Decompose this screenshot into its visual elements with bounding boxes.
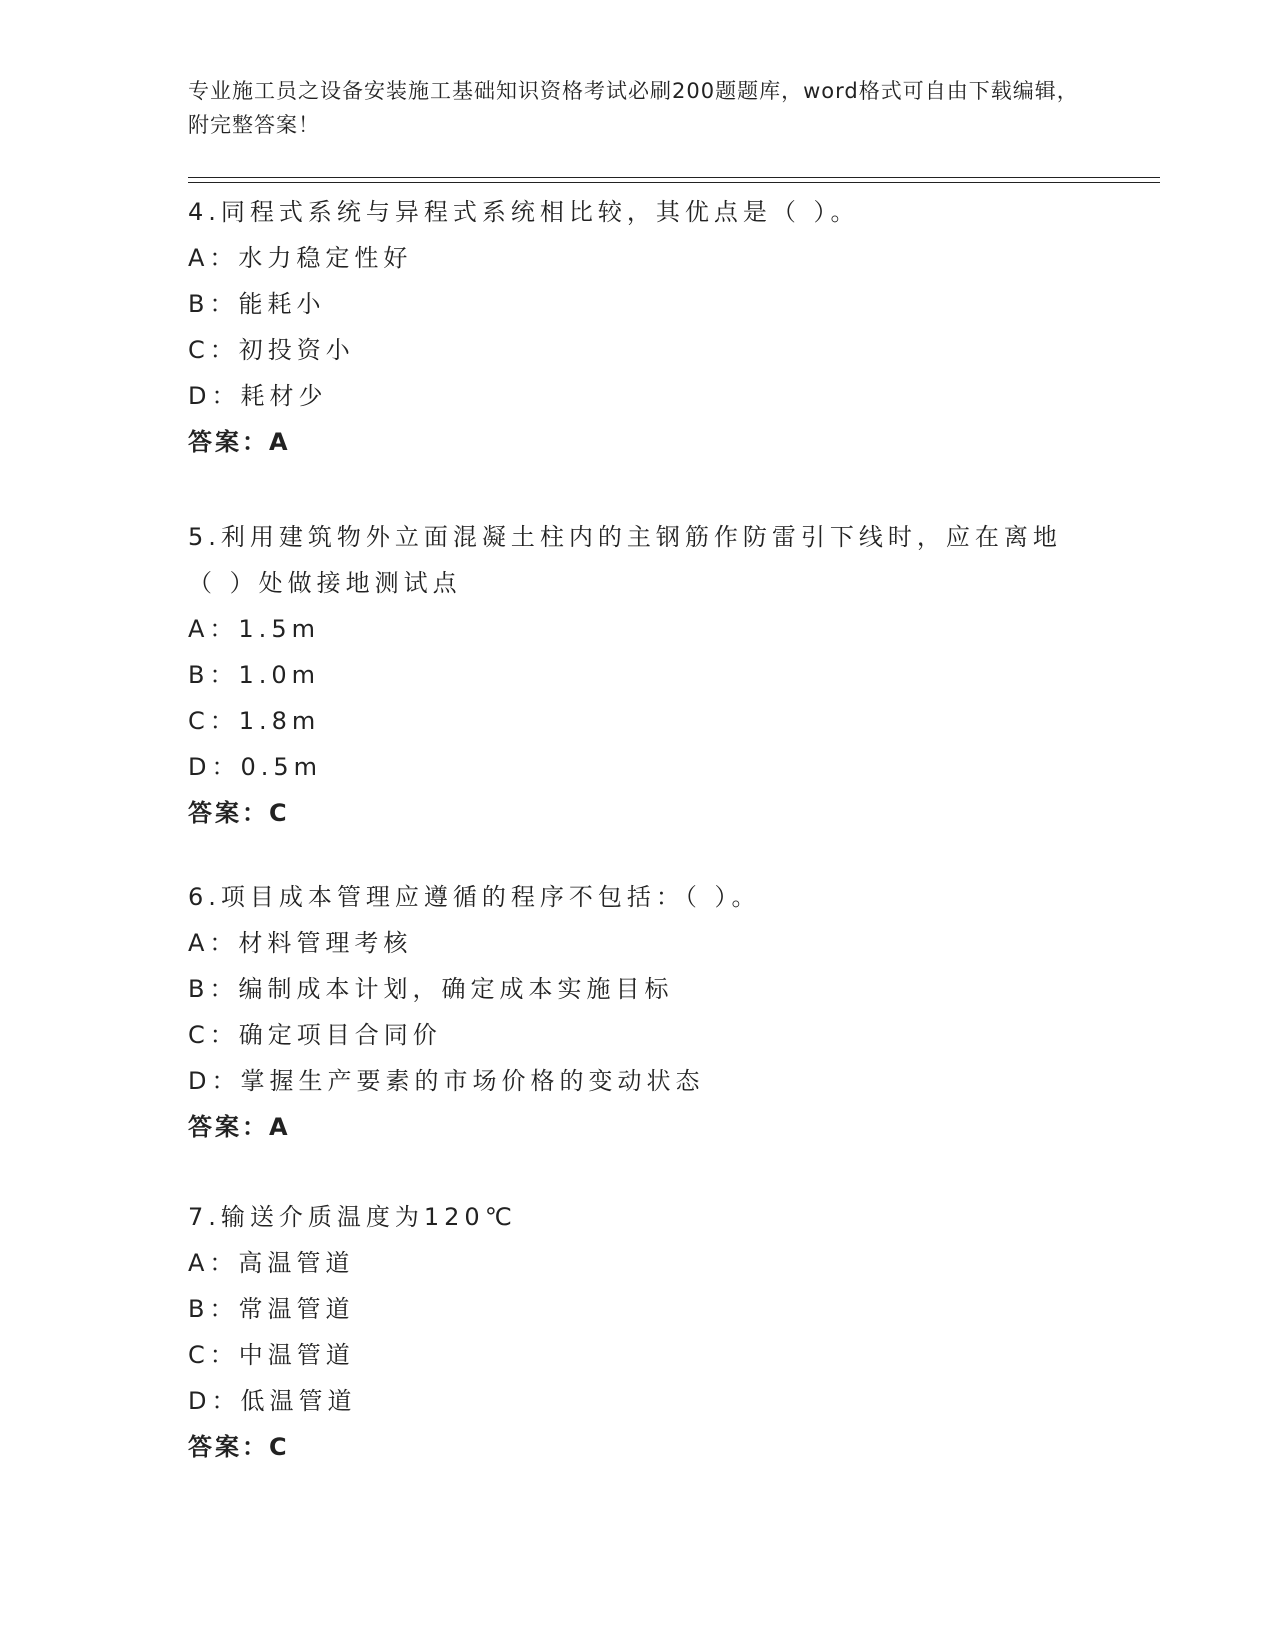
option-b: B：1.0m <box>188 661 321 689</box>
header-divider <box>188 177 1160 178</box>
option-c: C：初投资小 <box>188 336 355 364</box>
option-b: B：常温管道 <box>188 1295 355 1323</box>
answer: 答案：C <box>188 799 290 827</box>
answer: 答案：A <box>188 1113 291 1141</box>
document-header: 专业施工员之设备安装施工基础知识资格考试必刷200题题库，word格式可自由下载编辑，附完整答案！ <box>188 79 1079 137</box>
option-d: D：耗材少 <box>188 382 328 410</box>
option-a: A：水力稳定性好 <box>188 244 413 272</box>
answer: 答案：A <box>188 428 291 456</box>
question-5 <box>188 514 1088 836</box>
option-b: B：编制成本计划，确定成本实施目标 <box>188 975 674 1003</box>
question-4 <box>188 189 1088 465</box>
header-divider <box>188 182 1160 183</box>
option-c: C：中温管道 <box>188 1341 355 1369</box>
option-d: D：低温管道 <box>188 1387 357 1415</box>
question-stem: 6.项目成本管理应遵循的程序不包括：（ ）。 <box>188 883 761 911</box>
option-d: D：0.5m <box>188 753 323 781</box>
option-a: A：材料管理考核 <box>188 929 413 957</box>
answer: 答案：C <box>188 1433 290 1461</box>
option-a: A：高温管道 <box>188 1249 355 1277</box>
option-b: B：能耗小 <box>188 290 326 318</box>
option-c: C：确定项目合同价 <box>188 1021 442 1049</box>
option-c: C：1.8m <box>188 707 321 735</box>
question-stem: 7.输送介质温度为120℃ <box>188 1203 517 1231</box>
question-6 <box>188 874 1088 1150</box>
question-stem: 4.同程式系统与异程式系统相比较，其优点是（ ）。 <box>188 198 860 226</box>
question-7 <box>188 1194 1088 1470</box>
option-d: D：掌握生产要素的市场价格的变动状态 <box>188 1067 705 1095</box>
question-stem: 5.利用建筑物外立面混凝土柱内的主钢筋作防雷引下线时，应在离地（ ）处做接地测试点 <box>188 523 1062 597</box>
option-a: A：1.5m <box>188 615 320 643</box>
